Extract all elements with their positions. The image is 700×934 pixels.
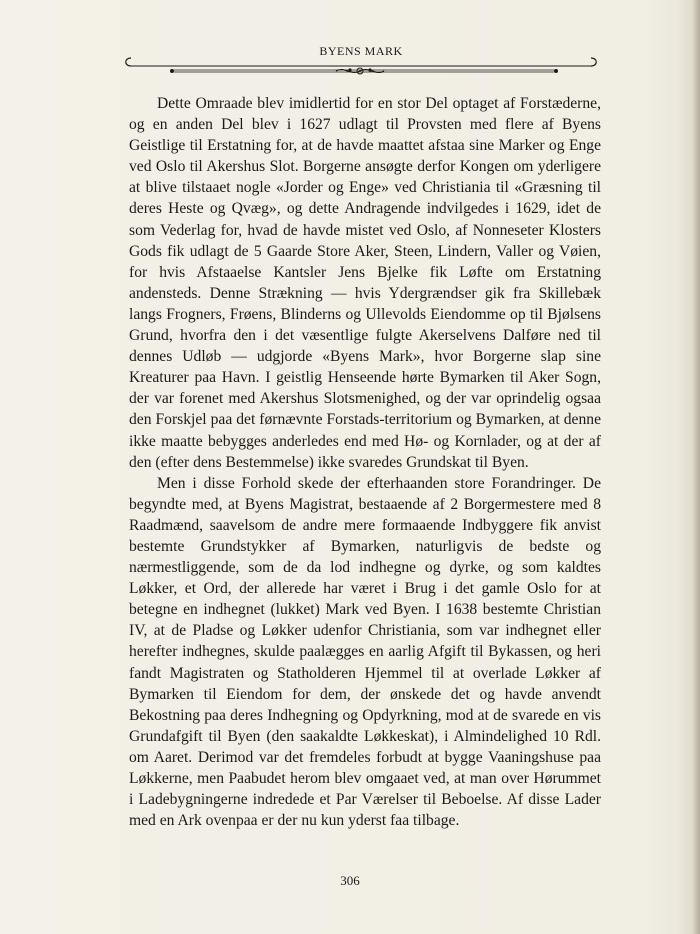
- page-header: [122, 44, 600, 78]
- header-ornament-rule: [122, 52, 600, 78]
- page-edge-shadow: [692, 0, 700, 934]
- paragraph: Men i disse Forhold skede der efterhaanden store Forandringer. De begyndte med, at Byens Magistrat, bestaaende af 2 Borgermestere med 8 Raadmænd, saavelsom de andre mere formaaende Indbyggere fik anvist bestemte Grundstykker af Bymarken, naturligvis de bedste og nærmestliggende, som de da lod indhegne og dyrke, og som kaldtes Løkker, et Ord, der allerede har været i Brug i det gamle Oslo for at betegne en indhegnet (lukket) Mark ved Byen. I 1638 bestemte Christian IV, at de Pladse og Løkker udenfor Christiania, som var indhegnet eller herefter indhegnes, skulde paalægges en aarlig Afgift til Bykassen, og heri fandt Magistraten og Statholderen Hjemmel til at overlade Løkker af Bymarken til Eiendom for dem, der ønskede det og havde anvendt Bekostning paa deres Indhegning og Opdyrkning, mod at de svarede en vis Grundafgift til Byen (den saakaldte Løkkeskat), i Almindelighed 10 Rdl. om Aaret. Derimod var det fremdeles forbudt at bygge Vaaningshuse paa Løkkerne, men Paabudet herom blev omgaaet ved, at man over Hørummet i Ladebygningerne indredede et Par Værelser til Beboelse. Af disse Lader med en Ark ovenpaa er der nu kun yderst faa tilbage.: [129, 474, 601, 830]
- page-number: 306: [340, 873, 360, 888]
- running-title: BYENS MARK: [319, 44, 403, 58]
- paragraph: Dette Omraade blev imidlertid for en stor Del optaget af Forstæderne, og en anden Del blev i 1627 udlagt til Provsten med flere af Byens Geistlige til Erstatning for, at de havde maattet afstaa sine Marker og Enge ved Oslo til Akershus Slot. Borgerne ansøgte derfor Kongen om yderligere at blive tilstaaet nogle «Jorder og Enge» ved Christiania til «Græsning til deres Heste og Qvæg», og dette Andragende indvilgedes i 1629, idet de som Vederlag for, hvad de havde mistet ved Oslo, af Nonneseter Klosters Gods fik udlagt de 5 Gaarde Store Aker, Steen, Lindern, Valler og Vøien, for hvis Afstaaelse Kantsler Jens Bjelke fik Løfte om Erstatning andensteds. Denne Strækning — hvis Ydergrændser gik fra Skillebæk langs Frogners, Frøens, Blinderns og Ullevolds Eiendomme op til Bjølsens Grund, hvorfra den i det væsentlige fulgte Akerselvens Dalføre ned til dennes Udløb — udgjorde «Byens Mark», hvor Borgerne slap sine Kreaturer paa Havn. I geistlig Henseende hørte Bymarken til Aker Sogn, der var forenet med Akershus Slotsmenighed, og der var oprindelig ogsaa den Forskjel paa det førnævnte Forstads-territorium og Bymarken, at denne ikke maatte bebygges anderledes end med Hø- og Kornlader, og at der af den (efter dens Bestemmelse) ikke svaredes Grundskat til Byen.: [129, 95, 601, 471]
- body-text: [129, 93, 601, 831]
